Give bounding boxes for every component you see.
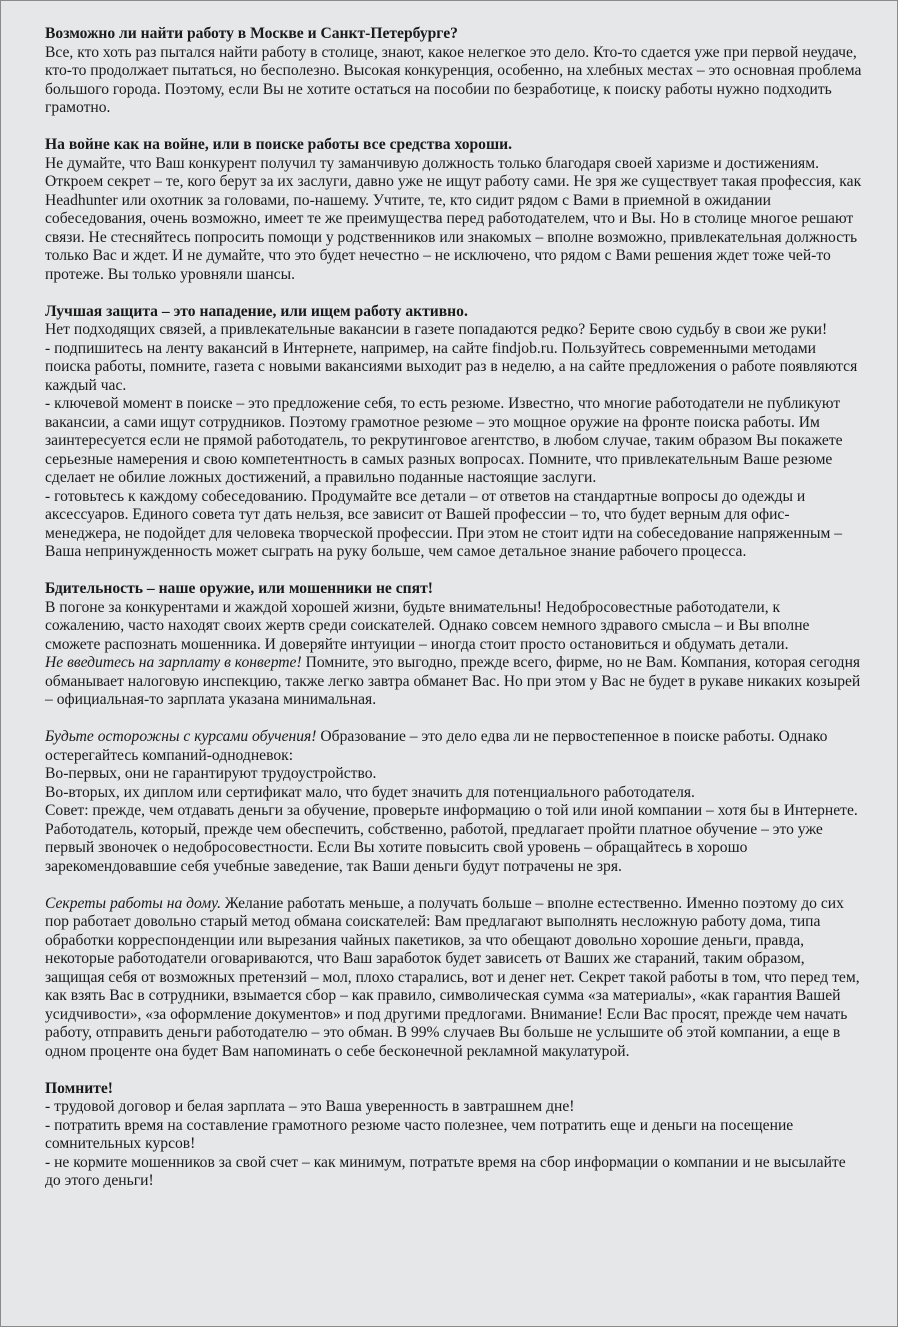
- paragraph: [45, 1098, 863, 1117]
- paragraph-text: - не кормите мошенников за свой счет – как минимум, потратьте время на сбор информации о компании и не высылайте до этого деньги!: [45, 1153, 846, 1189]
- article-section: [45, 303, 863, 562]
- article-section: [45, 25, 863, 118]
- paragraph-text: Образование – это дело едва ли не первостепенное в поиске работы. Однако остерегайтесь компаний-однодневок:: [45, 728, 828, 764]
- paragraph: [45, 488, 863, 562]
- paragraph: [45, 599, 863, 655]
- paragraph: [45, 321, 863, 340]
- paragraph: [45, 728, 863, 765]
- paragraph-lead: Секреты работы на дому.: [45, 894, 222, 912]
- paragraph: [45, 765, 863, 784]
- paragraph: [45, 340, 863, 396]
- section-heading: На войне как на войне, или в поиске работы все средства хороши.: [45, 136, 513, 153]
- section-heading: Бдительность – наше оружие, или мошенники не спят!: [45, 580, 433, 597]
- paragraph-text: Во-первых, они не гарантируют трудоустройство.: [45, 765, 377, 782]
- paragraph-text: - подпишитесь на ленту вакансий в Интернете, например, на сайте findjob.ru. Пользуйтесь современными методами поиска работы, помните, газета с новыми вакансиями выходит раз в неделю, а на сайте предложения о работе появляются каждый час.: [45, 339, 858, 394]
- article-section: [45, 580, 863, 710]
- paragraph-text: - трудовой договор и белая зарплата – это Ваша уверенность в завтрашнем дне!: [45, 1098, 575, 1115]
- article-section: [45, 1080, 863, 1191]
- article-section: [45, 136, 863, 284]
- paragraph-text: - потратить время на составление грамотного резюме часто полезнее, чем потратить еще и деньги на посещение сомнительных курсов!: [45, 1116, 794, 1152]
- paragraph-lead: Не введитесь на зарплату в конверте!: [45, 654, 302, 671]
- paragraph: [45, 155, 863, 285]
- paragraph-text: Помните, это выгодно, прежде всего, фирме, но не Вам. Компания, которая сегодня обманывает налоговую инспекцию, также легко завтра обманет Вас. Но при этом у Вас не будет в рукаве никаких козырей – официальная-то зарплата указана минимальная.: [45, 654, 861, 708]
- paragraph: [45, 802, 863, 876]
- paragraph-text: Все, кто хоть раз пытался найти работу в столице, знают, какое нелегкое это дело. Кто-то сдается уже при первой неудаче, кто-то продолжает пытаться, но бесполезно. Высокая конкуренция, особенно, на хлебных местах – это основная проблема большого города. Поэтому, если Вы не хотите остаться на пособии по безработице, к поиску работы нужно подходить грамотно.: [45, 43, 862, 116]
- article-section: [45, 728, 863, 876]
- paragraph: [45, 654, 863, 710]
- paragraph-text: Нет подходящих связей, а привлекательные вакансии в газете попадаются редко? Берите свою судьбу в свои же руки!: [45, 321, 828, 338]
- paragraph-text: Во-вторых, их диплом или сертификат мало, что будет значить для потенциального работодателя.: [45, 783, 695, 801]
- paragraph: [45, 44, 863, 118]
- paragraph: [45, 895, 863, 1062]
- article-section: [45, 895, 863, 1062]
- paragraph-text: В погоне за конкурентами и жаждой хорошей жизни, будьте внимательны! Недобросовестные работодатели, к сожалению, часто находят своих жертв среди соискателей. Однако совсем немного здравого смысла – и Вы вполне сможете распознать мошенника. И доверяйте интуиции – иногда стоит просто остановиться и обдумать детали.: [45, 598, 810, 653]
- section-heading: Лучшая защита – это нападение, или ищем работу активно.: [45, 302, 468, 320]
- paragraph: [45, 1154, 863, 1191]
- paragraph-text: Желание работать меньше, а получать больше – вполне естественно. Именно поэтому до сих пор работает довольно старый метод обмана соискателей: Вам предлагают выполнять несложную работу дома, типа обработки корреспонденции или вырезания чайных пакетиков, за что обещают довольно хорошие деньги, правда, некоторые работодатели оговариваются, что Ваш заработок будет зависеть от Ваших же стараний, таким образом, защищая себя от возможных претензий – мол, плохо старались, вот и денег нет. Секрет такой работы в том, что перед тем, как взять Вас в сотрудники, взымается сбор – как правило, символическая сумма «за материалы», «как гарантия Вашей усидчивости», «за оформление документов» и под другими предлогами. Внимание! Если Вас просят, прежде чем начать работу, отправить деньги работодателю – это обман. В 99% случаев Вы больше не услышите об этой компании, а еще в одном проценте она будет Вам напоминать о себе бесконечной рекламной макулатурой.: [45, 894, 860, 1060]
- paragraph-text: Совет: прежде, чем отдавать деньги за обучение, проверьте информацию о той или иной компании – хотя бы в Интернете. Работодатель, который, прежде чем обеспечить, собственно, работой, предлагает пройти платное обучение – это уже первый звоночек о недобросовестности. Если Вы хотите повысить свой уровень – обращайтесь в хорошо зарекомендовавшие себя учебные заведение, так Ваши деньги будут потрачены не зря.: [45, 802, 858, 875]
- paragraph-text: Не думайте, что Ваш конкурент получил ту заманчивую должность только благодаря своей харизме и достижениям. Откроем секрет – те, кого берут за их заслуги, давно уже не ищут работу сами. Не зря же существует такая профессия, как Headhunter или охотник за головами, по-нашему. Учтите, те, кто сидит рядом с Вами в приемной в ожидании собеседования, очень возможно, имеет те же преимущества перед работодателем, что и Вы. Но в столице многое решают связи. Не стесняйтесь попросить помощи у родственников или знакомых – вполне возможно, привлекательная должность только Вас и ждет. И не думайте, что это будет нечестно – не исключено, что рядом с Вами решения ждет тоже чей-то протеже. Вы только уровняли шансы.: [45, 154, 862, 283]
- paragraph: [45, 395, 863, 488]
- paragraph-text: - ключевой момент в поиске – это предложение себя, то есть резюме. Известно, что многие работодатели не публикуют вакансии, а сами ищут сотрудников. Поэтому грамотное резюме – это мощное оружие на фронте поиска работы. Им заинтересуется если не прямой работодатель, то рекрутинговое агентство, в любом случае, таким образом Вы покажете серьезные намерения и свою компетентность в самых разных вопросах. Помните, что привлекательным Ваше резюме сделает не обилие ложных достижений, а правильно поданные настоящие заслуги.: [45, 395, 843, 486]
- paragraph-text: - готовьтесь к каждому собеседованию. Продумайте все детали – от ответов на стандартные вопросы до одежды и аксессуаров. Единого совета тут дать нельзя, все зависит от Вашей профессии – то, что будет верным для офис-менеджера, не подойдет для человека творческой профессии. При этом не стоит идти на собеседование напряженным – Ваша непринужденность может сыграть на руку больше, чем самое детальное знание рабочего процесса.: [45, 487, 843, 560]
- section-heading: Помните!: [45, 1079, 113, 1097]
- paragraph: [45, 784, 863, 803]
- paragraph: [45, 1117, 863, 1154]
- section-heading: Возможно ли найти работу в Москве и Санкт-Петербурге?: [45, 25, 458, 42]
- article-body: [45, 25, 863, 1209]
- paragraph-lead: Будьте осторожны с курсами обучения!: [45, 728, 317, 745]
